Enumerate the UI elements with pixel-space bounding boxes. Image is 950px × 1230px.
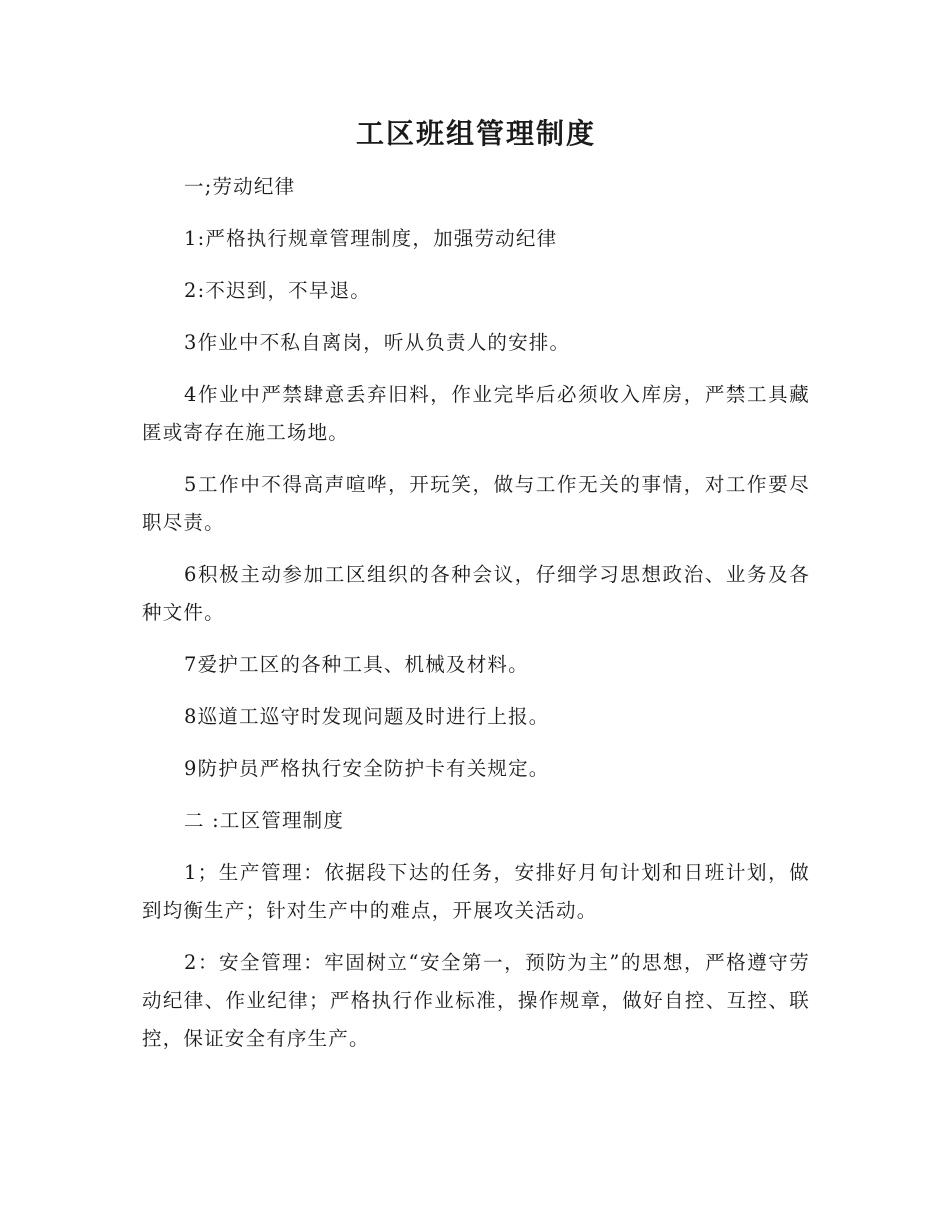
paragraph-item: 9防护员严格执行安全防护卡有关规定。 [184, 757, 550, 780]
section-heading-labor-discipline: 一;劳动纪律 [184, 175, 296, 198]
document-title: 工区班组管理制度 [355, 117, 596, 150]
paragraph-item: 6积极主动参加工区组织的各种会议，仔细学习思想政治、业务及各种文件。 [142, 563, 810, 624]
paragraph-item: 5工作中不得高声喧哗，开玩笑，做与工作无关的事情，对工作要尽职尽责。 [142, 473, 810, 534]
paragraph-item: 1:严格执行规章管理制度，加强劳动纪律 [184, 227, 558, 250]
paragraph-item: 7爱护工区的各种工具、机械及材料。 [184, 653, 529, 676]
document-page [142, 110, 810, 1072]
section-heading-workarea-management: 二 :工区管理制度 [184, 809, 345, 832]
paragraph-item: 2:不迟到，不早退。 [184, 279, 371, 302]
paragraph-item: 1；生产管理：依据段下达的任务，安排好月旬计划和日班计划，做到均衡生产；针对生产中的难点，开展攻关活动。 [142, 861, 810, 922]
paragraph-item: 4作业中严禁肆意丢弃旧料，作业完毕后必须收入库房，严禁工具藏匿或寄存在施工场地。 [142, 383, 810, 444]
paragraph-item: 3作业中不私自离岗，听从负责人的安排。 [184, 331, 571, 354]
paragraph-item: 2：安全管理：牢固树立“安全第一，预防为主”的思想，严格遵守劳动纪律、作业纪律；严格执行作业标准，操作规章，做好自控、互控、联控，保证安全有序生产。 [142, 951, 810, 1050]
paragraph-item: 8巡道工巡守时发现问题及时进行上报。 [184, 705, 550, 728]
